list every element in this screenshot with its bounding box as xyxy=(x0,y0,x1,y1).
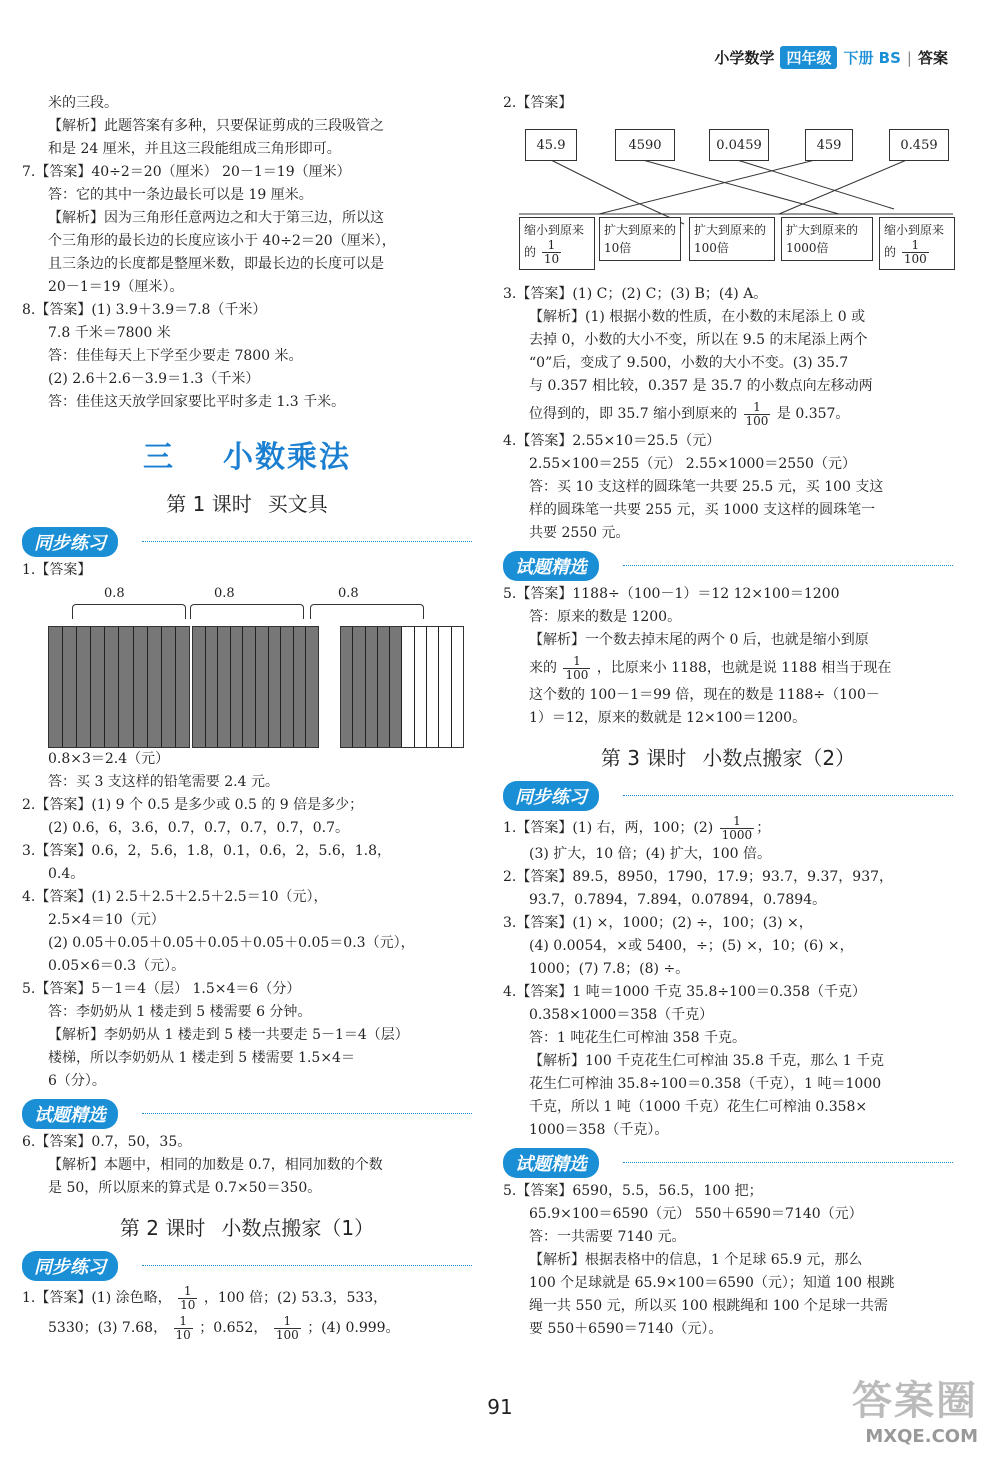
lesson-title xyxy=(22,488,472,517)
bar-strip-empty xyxy=(439,627,451,747)
bar-strip xyxy=(353,627,365,747)
lesson-number: 第 3 课时 xyxy=(600,746,687,770)
bar-strip xyxy=(119,627,133,747)
header-answers: 答案 xyxy=(917,49,948,67)
text-line: 0.8×3＝2.4（元） xyxy=(48,751,170,767)
bar-strip-empty xyxy=(452,627,463,747)
bar-strip xyxy=(269,627,282,747)
text-line: 0.05×6＝0.3（元）。 xyxy=(48,958,186,974)
lesson-name: 小数点搬家（2） xyxy=(702,746,856,770)
value-box: 459 xyxy=(805,129,853,161)
operation-box: 扩大到原来的1000倍 xyxy=(781,217,873,261)
text-line: 65.9×100＝6590（元） 550＋6590＝7140（元） xyxy=(529,1206,863,1222)
numerator: 1 xyxy=(274,1315,301,1329)
bar-strip xyxy=(256,627,269,747)
bar-label: 0.8 xyxy=(338,586,359,601)
bar-strip xyxy=(105,627,119,747)
fraction xyxy=(274,1315,301,1342)
analysis-line: 【解析】本题中，相同的加数是 0.7，相同加数的个数 xyxy=(48,1157,383,1173)
text-line: 答：佳佳每天上下学至少要走 7800 米。 xyxy=(48,348,303,364)
q5-answer: 5.【答案】5－1＝4（层） 1.5×4＝6（分） xyxy=(22,981,301,997)
bar-strip xyxy=(306,627,318,747)
bar-label: 0.8 xyxy=(214,586,235,601)
text-line: 100 个足球就是 65.9×100＝6590（元）；知道 100 根跳 xyxy=(529,1275,895,1291)
brace xyxy=(310,604,424,619)
left-column xyxy=(22,92,472,1343)
bar-strip xyxy=(148,627,162,747)
section-banner xyxy=(503,781,953,809)
text-line: 千克，所以 1 吨（1000 千克）花生仁可榨油 0.358× xyxy=(529,1099,868,1115)
r-q5-answer: 5.【答案】1188÷（100－1）＝12 12×100＝1200 xyxy=(503,586,840,602)
text-span: 是 0.357。 xyxy=(776,406,850,422)
section-banner xyxy=(22,1251,472,1279)
operation-box: 扩大到原来的100倍 xyxy=(689,217,775,261)
op-text: 缩小到原来的 xyxy=(524,223,585,259)
page-number: 91 xyxy=(487,1395,513,1419)
brace xyxy=(190,604,304,619)
bar-figure xyxy=(42,586,472,746)
analysis-line: 【解析】李奶奶从 1 楼走到 5 楼一共要走 5－1＝4（层） xyxy=(48,1027,409,1043)
value-box: 4590 xyxy=(615,129,675,161)
brace xyxy=(72,604,186,619)
watermark-logo: 答案圈 xyxy=(852,1378,978,1424)
text-span: 位得到的，即 35.7 缩小到原来的 xyxy=(529,406,738,422)
text-line: 答：佳佳这天放学回家要比平时多走 1.3 千米。 xyxy=(48,394,346,410)
text-line: 0.4。 xyxy=(48,866,85,882)
lesson-number: 第 2 课时 xyxy=(119,1216,206,1240)
text-line xyxy=(22,1313,472,1343)
header-subject: 小学数学 xyxy=(714,49,775,67)
analysis-line: 【解析】此题答案有多种，只要保证剪成的三段吸管之 xyxy=(48,118,384,134)
bar-strip xyxy=(231,627,244,747)
l2-q1-answer xyxy=(22,1283,472,1313)
numerator: 1 xyxy=(563,655,590,669)
numerator: 1 xyxy=(720,815,755,829)
bar-strip xyxy=(134,627,148,747)
fraction xyxy=(542,239,561,266)
banner-label: 同步练习 xyxy=(22,527,118,557)
text-line: (3) 扩大，10 倍；(4) 扩大，100 倍。 xyxy=(529,846,771,862)
watermark-url: MXQE.COM xyxy=(865,1426,978,1447)
r-q3-answer: 3.【答案】(1) C；(2) C；(3) B；(4) A。 xyxy=(503,286,768,302)
text-line: 20－1＝19（厘米）。 xyxy=(48,279,184,295)
bar-strip xyxy=(281,627,294,747)
text-line: 样的圆珠笔一共要 255 元，买 1000 支这样的圆珠笔一 xyxy=(529,502,876,518)
text-line: 答：李奶奶从 1 楼走到 5 楼需要 6 分钟。 xyxy=(48,1004,312,1020)
text-line: 1000＝358（千克）。 xyxy=(529,1122,669,1138)
banner-label: 试题精选 xyxy=(503,551,599,581)
text-line: 答：买 10 支这样的圆珠笔一共要 25.5 元，买 100 支这 xyxy=(529,479,884,495)
banner-label: 试题精选 xyxy=(503,1148,599,1178)
section-banner xyxy=(22,527,472,555)
bar-strip-empty xyxy=(427,627,439,747)
bar-group-1 xyxy=(48,626,190,748)
text-line: 93.7，0.7894，7.894，0.07894，0.7894。 xyxy=(529,892,827,908)
fraction xyxy=(720,815,755,842)
numerator: 1 xyxy=(542,239,561,253)
denominator: 1000 xyxy=(721,827,753,842)
l3-q1-answer: 1.【答案】(1) 右，两，100；(2) $\frac{1}{1000}$ ； xyxy=(503,813,771,842)
denominator: 100 xyxy=(275,1327,299,1342)
r-q2-answer: 2.【答案】 xyxy=(503,95,573,111)
numerator: 1 xyxy=(178,1285,197,1299)
fraction xyxy=(744,401,771,428)
text-line: 2.55×100＝255（元） 2.55×1000＝2550（元） xyxy=(529,456,856,472)
fraction xyxy=(902,239,929,266)
banner-line xyxy=(623,1162,953,1163)
text-line xyxy=(503,652,953,684)
header-grade: 四年级 xyxy=(780,46,837,69)
unit-number: 三 xyxy=(143,440,175,475)
lesson-name: 小数点搬家（1） xyxy=(221,1216,375,1240)
text-line: 个三角形的最长边的长度应该小于 40÷2＝20（厘米）， xyxy=(48,233,396,249)
bar-group-2 xyxy=(192,626,319,748)
bar-group-3 xyxy=(340,626,464,748)
bar-strip-empty xyxy=(415,627,427,747)
bar-strip xyxy=(294,627,307,747)
text-line: 1000；(7) 7.8；(8) ÷。 xyxy=(529,961,690,977)
banner-line xyxy=(623,795,953,796)
text-span: 5330；(3) 7.68， xyxy=(48,1320,168,1336)
q4-answer: 4.【答案】(1) 2.5＋2.5＋2.5＋2.5＝10（元）， xyxy=(22,889,328,905)
text-line: 这个数的 100－1＝99 倍，现在的数是 1188÷（100－ xyxy=(529,687,880,703)
numerator: 1 xyxy=(744,401,771,415)
bar-strip xyxy=(366,627,378,747)
banner-line xyxy=(142,1265,472,1266)
operation-box xyxy=(519,217,595,270)
text-span: 来的 xyxy=(529,660,557,676)
bar-strip xyxy=(176,627,189,747)
text-line: 共要 2550 元。 xyxy=(529,525,630,541)
lesson-title xyxy=(22,1212,472,1241)
q6-answer: 6.【答案】0.7，50，35。 xyxy=(22,1134,192,1150)
value-box: 0.0459 xyxy=(709,129,769,161)
analysis-line: 【解析】根据表格中的信息，1 个足球 65.9 元，那么 xyxy=(529,1252,863,1268)
text-line: 1）＝12，原来的数就是 12×100＝1200。 xyxy=(529,710,807,726)
operation-box xyxy=(879,217,955,270)
q7-answer: 7.【答案】40÷2＝20（厘米） 20－1＝19（厘米） xyxy=(22,164,351,180)
text-line: 答：原来的数是 1200。 xyxy=(529,609,682,625)
analysis-line: 【解析】一个数去掉末尾的两个 0 后，也就是缩小到原 xyxy=(529,632,869,648)
q1-answer: 1.【答案】 xyxy=(22,562,92,578)
bar-strip xyxy=(49,627,63,747)
bar-strip xyxy=(218,627,231,747)
watermark xyxy=(852,1369,978,1447)
text-line: (2) 0.05＋0.05＋0.05＋0.05＋0.05＋0.05＝0.3（元）， xyxy=(48,935,415,951)
operation-box: 扩大到原来的10倍 xyxy=(599,217,681,261)
text-line: (2) 2.6＋2.6－3.9＝1.3（千米） xyxy=(48,371,260,387)
denominator: 100 xyxy=(903,252,927,266)
text-span: 1.【答案】(1) 右，两，100；(2) xyxy=(503,820,714,836)
unit-title xyxy=(22,432,472,476)
text-span: 1.【答案】(1) 涂色略， xyxy=(22,1290,172,1306)
text-line: 要 550＋6590＝7140（元）。 xyxy=(529,1321,723,1337)
banner-label: 同步练习 xyxy=(503,781,599,811)
l3-q5-answer: 5.【答案】6590，5.5，56.5，100 把； xyxy=(503,1183,763,1199)
section-banner xyxy=(503,1148,953,1176)
l3-q3-answer: 3.【答案】(1) ×，1000；(2) ÷，100；(3) ×， xyxy=(503,915,813,931)
text-line: 去掉 0，小数的大小不变，所以在 9.5 的末尾添上两个 xyxy=(529,332,868,348)
analysis-line: 【解析】(1) 根据小数的性质，在小数的末尾添上 0 或 xyxy=(529,309,866,325)
text-line: 花生仁可榨油 35.8÷100＝0.358（千克），1 吨＝1000 xyxy=(529,1076,882,1092)
l3-q4-answer: 4.【答案】1 吨＝1000 千克 35.8÷100＝0.358（千克） xyxy=(503,984,866,1000)
bar-strip xyxy=(91,627,105,747)
text-span: ；0.652， xyxy=(199,1320,268,1336)
op-text: 缩小到原来的 xyxy=(884,223,945,259)
bar-strip xyxy=(378,627,390,747)
unit-name: 小数乘法 xyxy=(223,440,351,475)
text-line: 2.5×4＝10（元） xyxy=(48,912,165,928)
bar-strip xyxy=(162,627,176,747)
r-q4-answer: 4.【答案】2.55×10＝25.5（元） xyxy=(503,433,721,449)
bar-strip xyxy=(206,627,219,747)
fraction xyxy=(178,1285,197,1312)
text-line: (2) 0.6，6，3.6，0.7，0.7，0.7，0.7，0.7。 xyxy=(48,820,350,836)
text-span: ，100 倍；(2) 53.3，533， xyxy=(203,1290,388,1306)
q3-answer: 3.【答案】0.6，2，5.6，1.8，0.1，0.6，2，5.6，1.8， xyxy=(22,843,392,859)
text-line: 且三条边的长度都是整厘米数，即最长边的长度可以是 xyxy=(48,256,384,272)
denominator: 100 xyxy=(745,413,769,428)
denominator: 10 xyxy=(543,252,560,266)
numerator: 1 xyxy=(902,239,929,253)
text-line: 答：1 吨花生仁可榨油 358 千克。 xyxy=(529,1030,746,1046)
numerator: 1 xyxy=(174,1315,193,1329)
text-line: 是 50，所以原来的算式是 0.7×50＝350。 xyxy=(48,1180,322,1196)
bar-strip xyxy=(77,627,91,747)
text-span: ，比原来小 1188，也就是说 1188 相当于现在 xyxy=(596,660,892,676)
analysis-line: 【解析】因为三角形任意两边之和大于第三边，所以这 xyxy=(48,210,384,226)
l3-q2-answer: 2.【答案】89.5，8950，1790，17.9；93.7，9.37，937， xyxy=(503,869,894,885)
lesson-title xyxy=(503,742,953,771)
text-line xyxy=(503,398,953,430)
section-banner xyxy=(22,1099,472,1127)
text-line: 米的三段。 xyxy=(48,95,118,111)
text-line: 绳一共 550 元，所以买 100 根跳绳和 100 个足球一共需 xyxy=(529,1298,888,1314)
bar-strip xyxy=(341,627,353,747)
denominator: 100 xyxy=(565,667,589,682)
fraction xyxy=(174,1315,193,1342)
denominator: 10 xyxy=(180,1297,196,1312)
text-line: 答：买 3 支这样的铅笔需要 2.4 元。 xyxy=(48,774,279,790)
text-line: 7.8 千米＝7800 米 xyxy=(48,325,171,341)
text-line: 和是 24 厘米，并且这三段能组成三角形即可。 xyxy=(48,141,341,157)
bar-strip xyxy=(63,627,77,747)
banner-label: 试题精选 xyxy=(22,1099,118,1129)
denominator: 10 xyxy=(175,1327,191,1342)
text-line: 与 0.357 相比较，0.357 是 35.7 的小数点向左移动两 xyxy=(529,378,873,394)
value-box: 0.459 xyxy=(889,129,949,161)
header-separator: | xyxy=(906,48,912,67)
header-volume: 下册 BS xyxy=(843,49,901,67)
matching-diagram xyxy=(519,119,953,279)
bar-strip xyxy=(243,627,256,747)
analysis-line: 【解析】100 千克花生仁可榨油 35.8 千克，那么 1 千克 xyxy=(529,1053,885,1069)
banner-line xyxy=(142,541,472,542)
text-span: ；(4) 0.999。 xyxy=(307,1320,400,1336)
banner-line xyxy=(142,1113,472,1114)
lesson-name: 买文具 xyxy=(267,492,328,516)
value-box: 45.9 xyxy=(525,129,577,161)
bar-strip-empty xyxy=(402,627,414,747)
bar-label: 0.8 xyxy=(104,586,125,601)
text-line: 答：一共需要 7140 元。 xyxy=(529,1229,686,1245)
q8-answer: 8.【答案】(1) 3.9＋3.9＝7.8（千米） xyxy=(22,302,267,318)
banner-label: 同步练习 xyxy=(22,1251,118,1281)
q2-answer: 2.【答案】(1) 9 个 0.5 是多少或 0.5 的 9 倍是多少； xyxy=(22,797,364,813)
bar-strip xyxy=(193,627,206,747)
text-line: 0.358×1000＝358（千克） xyxy=(529,1007,714,1023)
fraction xyxy=(563,655,590,682)
section-banner xyxy=(503,551,953,579)
text-line: (4) 0.0054，×或 5400，÷；(5) ×，10；(6) ×， xyxy=(529,938,854,954)
text-line: 6（分）。 xyxy=(48,1073,106,1089)
text-line: “0”后，变成了 9.500，小数的大小不变。(3) 35.7 xyxy=(529,355,849,371)
lesson-number: 第 1 课时 xyxy=(166,492,252,516)
text-line: 答：它的其中一条边最长可以是 19 厘米。 xyxy=(48,187,313,203)
page-header xyxy=(714,46,948,69)
text-line: 楼梯，所以李奶奶从 1 楼走到 5 楼需要 1.5×4＝ xyxy=(48,1050,355,1066)
right-column xyxy=(503,92,953,1341)
bar-strip xyxy=(390,627,402,747)
banner-line xyxy=(623,565,953,566)
